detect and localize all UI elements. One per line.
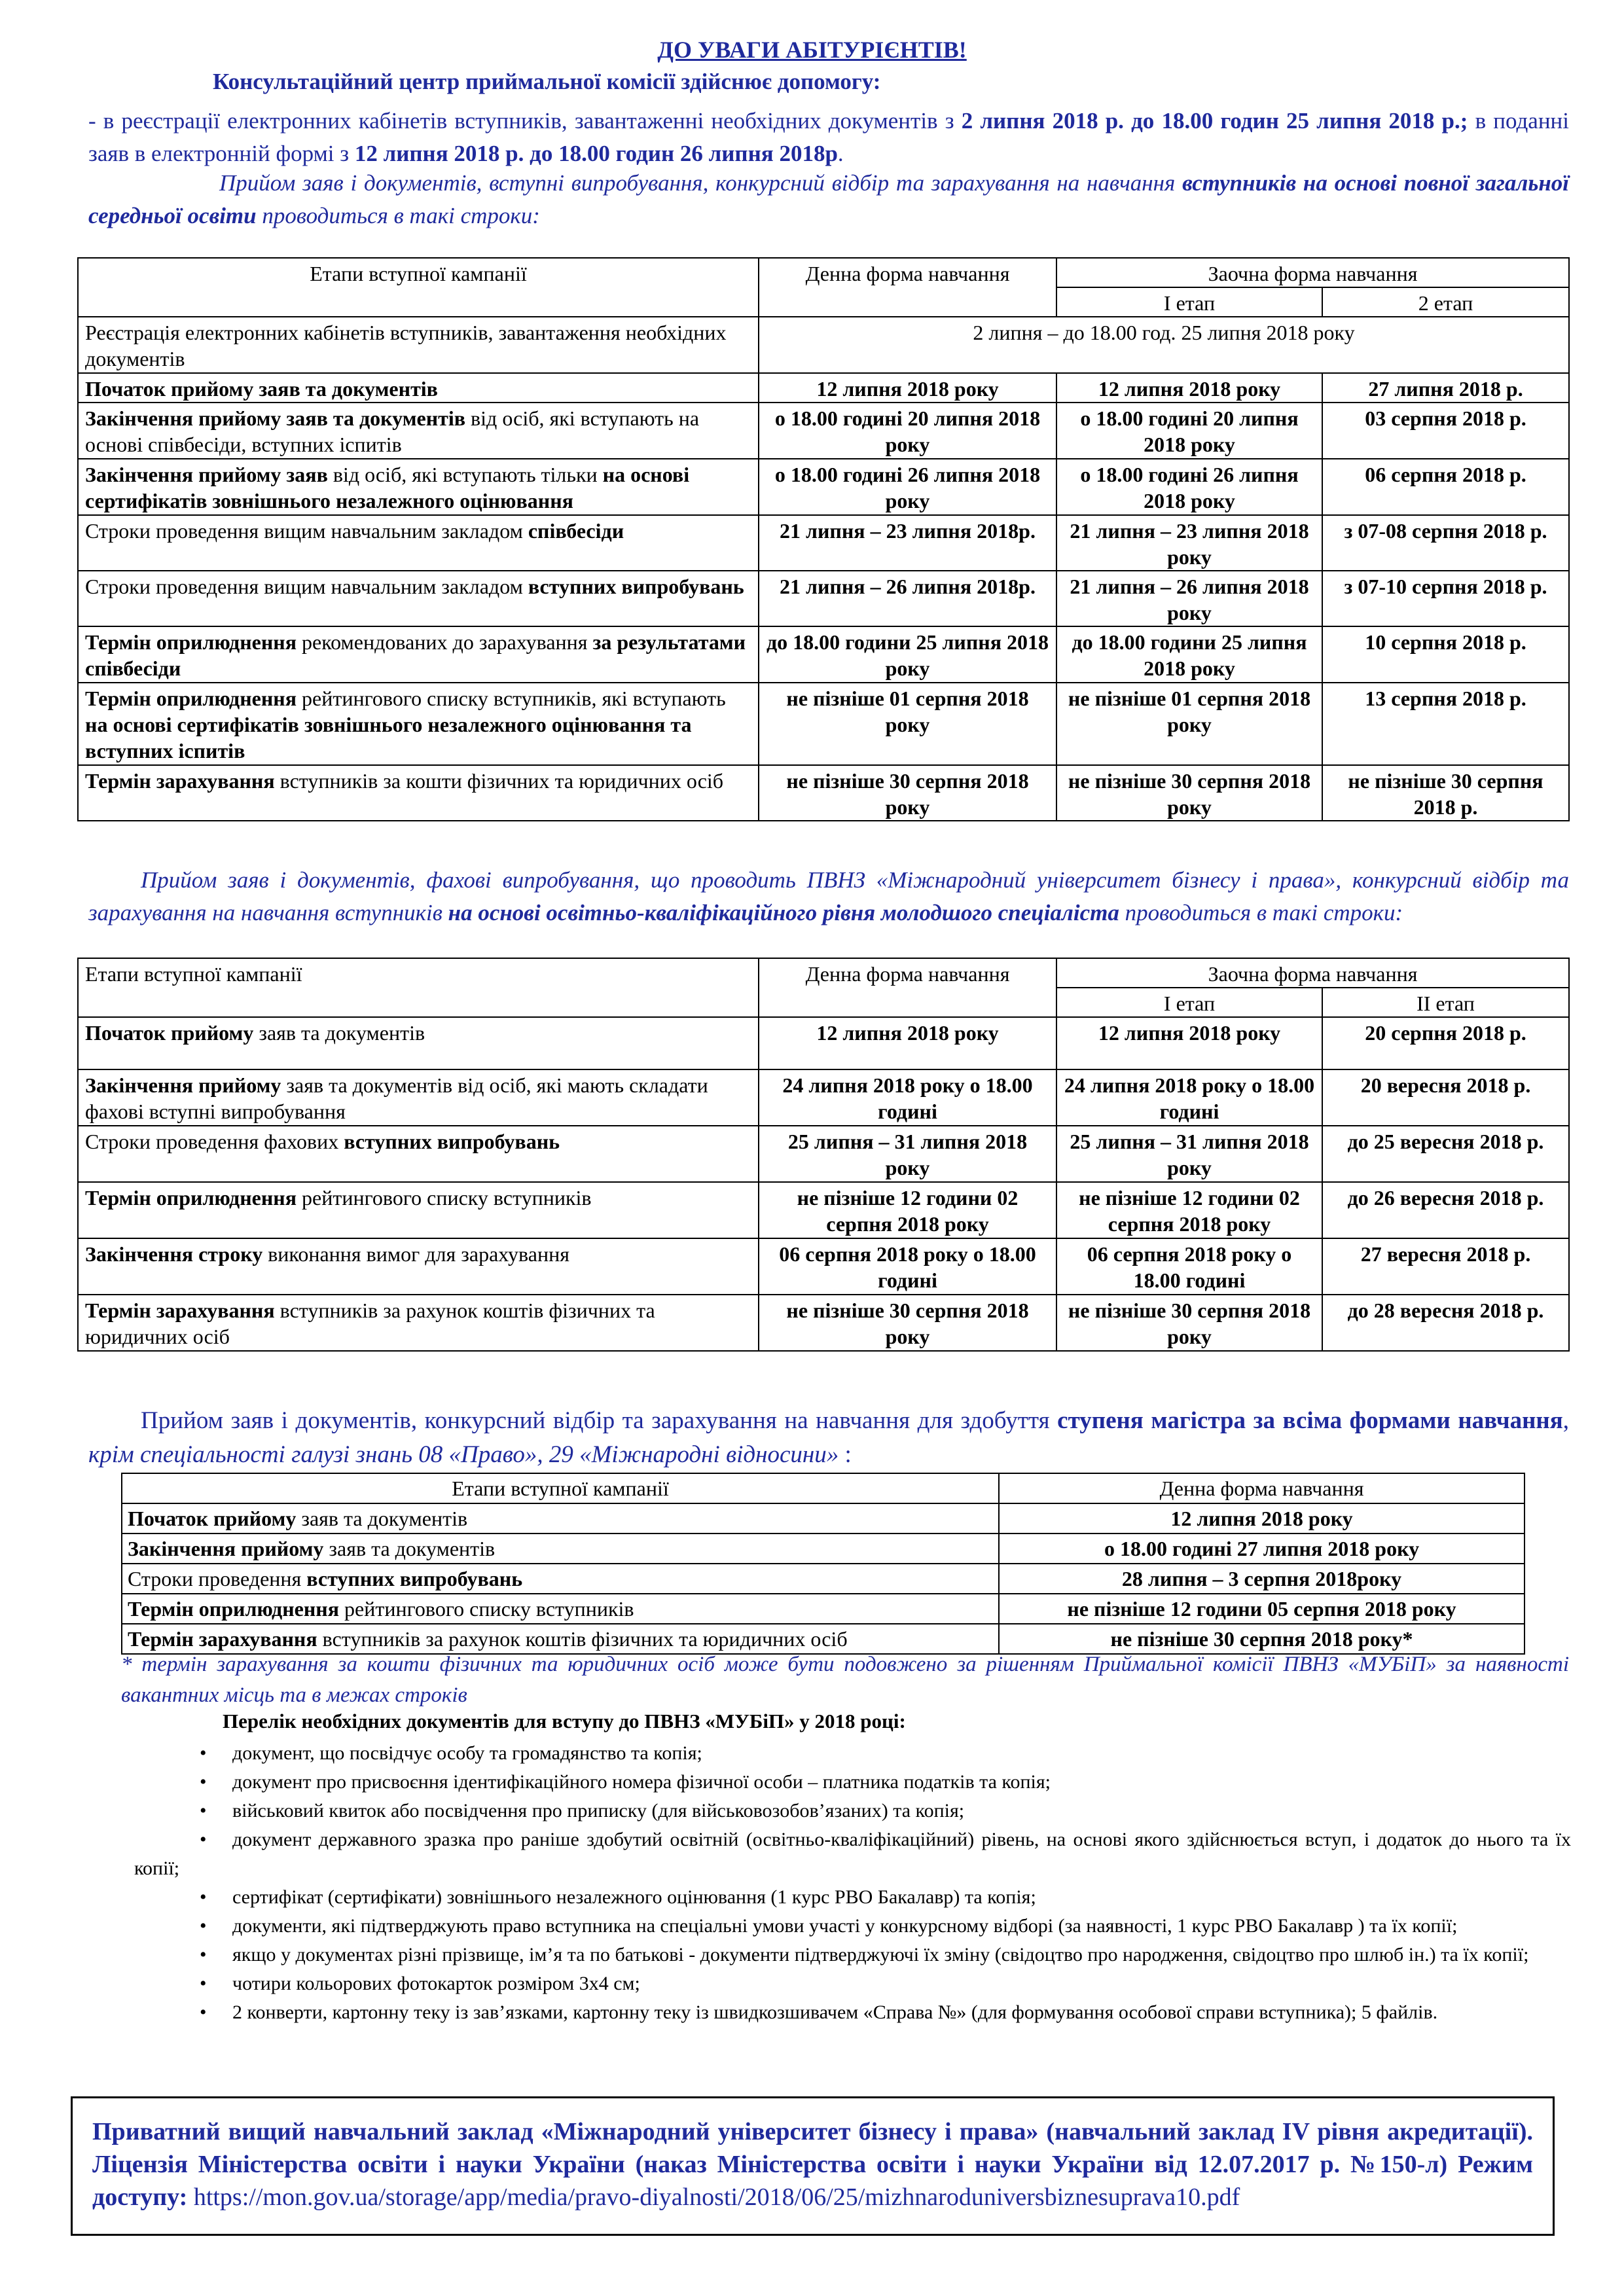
header-extramural: Заочна форма навчання xyxy=(1056,958,1569,988)
enrollment-footnote: * термін зарахування за кошти фізичних та юридичних осіб може бути подовжено за рішенням Приймальної комісії ПВНЗ «МУБіП» за наявності вакантних місць та в межах строків xyxy=(121,1653,1569,1707)
stage-text-part: Строки проведення xyxy=(128,1567,307,1590)
table-row xyxy=(78,571,1569,626)
row-date-e1: 21 липня – 23 липня 2018 року xyxy=(1056,515,1322,571)
header-ext-stage-1: І етап xyxy=(1056,988,1322,1017)
list-item xyxy=(134,1998,1571,2027)
table-row xyxy=(122,1534,1525,1564)
list-item xyxy=(134,1797,1571,1825)
table-row xyxy=(122,1564,1525,1594)
stage-text-part: Термін оприлюднення xyxy=(85,687,297,710)
document-item-text: якщо у документах різні прізвище, ім’я та по батькові - документи підтверджуючі їх зміну (свідоцтво про народження, свідоцтво про шлюб ін.) та їх копії; xyxy=(232,1944,1529,1965)
list-item xyxy=(134,1912,1571,1941)
stage-text-part: від осіб, які вступають тільки xyxy=(327,463,603,486)
row-date-e2: 06 серпня 2018 р. xyxy=(1322,459,1569,515)
document-item-text: документ державного зразка про раніше здобутий освітній (освітньо-кваліфікаційний) рівень, на основі якого здійснюється вступ, і додаток до нього та їх копії; xyxy=(134,1829,1571,1879)
row-date-day: о 18.00 годині 20 липня 2018 року xyxy=(759,403,1056,459)
schedule-table-junior-specialist xyxy=(77,958,1570,1352)
row-stage xyxy=(122,1534,999,1564)
row-date-day: 28 липня – 3 серпня 2018року xyxy=(999,1564,1525,1594)
table-row xyxy=(78,1069,1569,1126)
row-stage xyxy=(78,765,759,821)
intro-exception: крім спеціальності галузі знань 08 «Право», 29 «Міжнародні відносини» xyxy=(88,1441,839,1468)
table-row xyxy=(78,515,1569,571)
intro-text: Прийом заяв і документів, фахові випробування, що проводить ПВНЗ «Міжнародний університет бізнесу і права», конкурсний відбір та зарахування на навчання вступників xyxy=(88,867,1569,925)
row-stage xyxy=(78,683,759,765)
table-row xyxy=(78,765,1569,821)
table-row xyxy=(78,1295,1569,1351)
header-stage: Етапи вступної кампанії xyxy=(78,958,759,1017)
list-item xyxy=(134,1825,1571,1883)
row-date-e2: 03 серпня 2018 р. xyxy=(1322,403,1569,459)
intro-tail: : xyxy=(839,1441,852,1468)
intro-tail: проводиться в такі строки: xyxy=(256,203,540,228)
stage-text-part: Закінчення прийому xyxy=(85,1073,281,1097)
bullet-icon: • xyxy=(200,1944,207,1965)
bullet-icon: • xyxy=(200,1742,207,1764)
row-stage xyxy=(78,1182,759,1238)
row-date-day: не пізніше 30 серпня 2018 року xyxy=(759,1295,1056,1351)
stage-text-part: на основі сертифікатів зовнішнього незалежного оцінювання xyxy=(85,463,690,512)
list-item xyxy=(134,1969,1571,1998)
list-item xyxy=(134,1739,1571,1768)
registration-dates: 2 липня 2018 р. до 18.00 годин 25 липня 2018 р.; xyxy=(961,108,1468,134)
header-day-form: Денна форма навчання xyxy=(759,958,1056,1017)
intro-tail: проводиться в такі строки: xyxy=(1119,900,1403,925)
document-item-text: військовий квиток або посвідчення про приписку (для військовозобов’язаних) та копія; xyxy=(232,1800,965,1821)
row-date-day: до 18.00 години 25 липня 2018 року xyxy=(759,626,1056,683)
row-date-day: о 18.00 годині 26 липня 2018 року xyxy=(759,459,1056,515)
header-ext-stage-2: 2 етап xyxy=(1322,287,1569,317)
bullet-icon: • xyxy=(200,1771,207,1793)
license-text: Приватний вищий навчальний заклад «Міжнародний університет бізнесу і права» (навчальний заклад IV рівня акредитації). Ліцензія Міністерства освіти і науки України (наказ Міністерства освіти і науки України від 12.07.2017 р. №150-л) Режим доступу: xyxy=(92,2118,1533,2211)
row-date-e2: не пізніше 30 серпня 2018 р. xyxy=(1322,765,1569,821)
stage-text-part: співбесіди xyxy=(528,519,624,543)
stage-text-part: заяв та документів від осіб, які мають складати фахові вступні випробування xyxy=(85,1073,708,1123)
stage-text-part: Строки проведення вищим навчальним закладом xyxy=(85,519,528,543)
secondary-education-intro xyxy=(88,167,1569,232)
row-date-e2: 13 серпня 2018 р. xyxy=(1322,683,1569,765)
row-stage xyxy=(78,515,759,571)
documents-list xyxy=(134,1739,1571,2027)
row-stage xyxy=(122,1564,999,1594)
row-date-day: 12 липня 2018 року xyxy=(759,1017,1056,1069)
row-date-e2: 20 вересня 2018 р. xyxy=(1322,1069,1569,1126)
bullet-icon: • xyxy=(200,1915,207,1937)
row-date-e2: до 25 вересня 2018 р. xyxy=(1322,1126,1569,1182)
stage-text-part: рейтингового списку вступників xyxy=(297,1186,592,1210)
row-date-e1: 12 липня 2018 року xyxy=(1056,1017,1322,1069)
stage-text-part: Термін зарахування xyxy=(85,1299,275,1322)
document-item-text: сертифікат (сертифікати) зовнішнього незалежного оцінювання (1 курс РВО Бакалавр) та копія; xyxy=(232,1886,1036,1908)
table-row xyxy=(78,683,1569,765)
header-extramural: Заочна форма навчання xyxy=(1056,258,1569,287)
document-item-text: 2 конверти, картонну теку із зав’язками, картонну теку із швидкозшивачем «Справа №» (для формування особової справи вступника); 5 файлів. xyxy=(232,2001,1438,2023)
row-date-e2: 20 серпня 2018 р. xyxy=(1322,1017,1569,1069)
stage-text-part: вступників за кошти фізичних та юридичних осіб xyxy=(274,769,724,793)
row-date-e1: 25 липня – 31 липня 2018 року xyxy=(1056,1126,1322,1182)
document-item-text: документи, які підтверджують право вступника на спеціальні умови участі у конкурсному відборі (за наявності, 1 курс РВО Бакалавр ) та їх копії; xyxy=(232,1915,1458,1937)
header-ext-stage-1: І етап xyxy=(1056,287,1322,317)
header-day-form: Денна форма навчання xyxy=(999,1473,1525,1503)
document-item-text: чотири кольорових фотокарток розміром 3х4 см; xyxy=(232,1973,640,1994)
row-date-day: 25 липня – 31 липня 2018 року xyxy=(759,1126,1056,1182)
intro-comma: , xyxy=(1562,1407,1569,1434)
row-stage xyxy=(78,571,759,626)
stage-text-part: рекомендованих до зарахування xyxy=(297,630,593,654)
intro-text: Прийом заяв і документів, вступні випробування, конкурсний відбір та зарахування на навчання xyxy=(219,170,1183,196)
table-row xyxy=(122,1503,1525,1534)
registration-paragraph xyxy=(88,105,1569,170)
stage-text-part: Закінчення прийому заяв xyxy=(85,463,328,486)
consultation-heading: Консультаційний центр приймальної комісії здійснює допомогу: xyxy=(213,69,881,94)
table-row xyxy=(122,1594,1525,1624)
header-ext-stage-2: ІІ етап xyxy=(1322,988,1569,1017)
row-date-day: 12 липня 2018 року xyxy=(999,1503,1525,1534)
row-stage xyxy=(78,1295,759,1351)
stage-text-part: Закінчення строку xyxy=(85,1242,263,1266)
stage-text-part: Строки проведення фахових xyxy=(85,1130,344,1153)
stage-text-part: рейтингового списку вступників, які вступають xyxy=(297,687,726,710)
stage-text-part: Строки проведення вищим навчальним закладом xyxy=(85,575,528,598)
stage-text-part: Початок прийому заяв та документів xyxy=(85,377,438,401)
stage-text-part: Закінчення прийому заяв та документів xyxy=(85,406,466,430)
intro-text: Прийом заяв і документів, конкурсний відбір та зарахування на навчання для здобуття xyxy=(141,1407,1058,1434)
row-stage xyxy=(78,373,759,403)
list-item xyxy=(134,1883,1571,1912)
intro-emphasis: ступеня магістра за всіма формами навчання xyxy=(1057,1407,1563,1434)
row-date-day: 21 липня – 23 липня 2018р. xyxy=(759,515,1056,571)
license-footer xyxy=(71,2096,1555,2236)
row-date-e2: 27 липня 2018 р. xyxy=(1322,373,1569,403)
intro-emphasis: на основі освітньо-кваліфікаційного рівня молодшого спеціаліста xyxy=(448,900,1119,925)
stage-text-part: Початок прийому xyxy=(128,1507,297,1530)
row-date-e1: не пізніше 01 серпня 2018 року xyxy=(1056,683,1322,765)
stage-text-part: Термін оприлюднення xyxy=(128,1597,340,1621)
list-item xyxy=(134,1941,1571,1969)
row-span-value: 2 липня – до 18.00 год. 25 липня 2018 року xyxy=(759,317,1569,373)
row-date-e1: не пізніше 30 серпня 2018 року xyxy=(1056,1295,1322,1351)
row-date-e2: до 28 вересня 2018 р. xyxy=(1322,1295,1569,1351)
table-row xyxy=(78,1182,1569,1238)
row-date-e1: не пізніше 30 серпня 2018 року xyxy=(1056,765,1322,821)
row-date-e2: 10 серпня 2018 р. xyxy=(1322,626,1569,683)
row-date-e1: 24 липня 2018 року о 18.00 годині xyxy=(1056,1069,1322,1126)
table-row xyxy=(78,317,1569,373)
stage-text-part: заяв та документів xyxy=(323,1537,496,1560)
bullet-icon: • xyxy=(200,1800,207,1821)
document-item-text: документ, що посвідчує особу та громадянство та копія; xyxy=(232,1742,702,1764)
stage-text-part: вступних випробувань xyxy=(528,575,744,598)
row-stage xyxy=(122,1594,999,1624)
table-row xyxy=(78,459,1569,515)
stage-text-part: Термін зарахування xyxy=(85,769,275,793)
row-date-e1: 12 липня 2018 року xyxy=(1056,373,1322,403)
stage-text-part: Термін зарахування xyxy=(128,1627,317,1651)
stage-text-part: від осіб, які вступають на основі співбесіди, вступних іспитів xyxy=(85,406,700,456)
stage-text-part: Закінчення прийому xyxy=(128,1537,324,1560)
stage-text-part: рейтингового списку вступників xyxy=(339,1597,634,1621)
bullet-icon: • xyxy=(200,2001,207,2023)
stage-text-part: заяв та документів xyxy=(296,1507,468,1530)
row-date-e1: 21 липня – 26 липня 2018 року xyxy=(1056,571,1322,626)
row-date-day: не пізніше 12 години 05 серпня 2018 року xyxy=(999,1594,1525,1624)
application-text: в поданні заяв в електронній формі з xyxy=(88,108,1570,166)
stage-text-part: за результатами співбесіди xyxy=(85,630,746,680)
schedule-table-secondary xyxy=(77,257,1570,821)
paragraph-end: . xyxy=(837,141,844,166)
row-date-day: не пізніше 01 серпня 2018 року xyxy=(759,683,1056,765)
table-row xyxy=(78,403,1569,459)
row-date-day: о 18.00 годині 27 липня 2018 року xyxy=(999,1534,1525,1564)
stage-text-part: вступників за рахунок коштів фізичних та юридичних осіб xyxy=(85,1299,655,1348)
stage-text-part: Термін оприлюднення xyxy=(85,1186,297,1210)
license-link[interactable]: https://mon.gov.ua/storage/app/media/pravo-diyalnosti/2018/06/25/mizhnaroduniversbiznesuprava10.pdf xyxy=(193,2183,1240,2211)
row-stage xyxy=(78,1017,759,1069)
header-stage: Етапи вступної кампанії xyxy=(78,258,759,317)
registration-text: - в реєстрації електронних кабінетів вступників, завантаженні необхідних документів з xyxy=(88,108,962,134)
row-stage xyxy=(122,1503,999,1534)
row-stage xyxy=(78,1126,759,1182)
intro-emphasis: вступників на основі повної загальної середньої освіти xyxy=(88,170,1569,228)
table-row xyxy=(78,1017,1569,1069)
row-date-e2: 27 вересня 2018 р. xyxy=(1322,1238,1569,1295)
stage-text-part: виконання вимог для зарахування xyxy=(262,1242,569,1266)
row-stage xyxy=(78,1238,759,1295)
row-date-e2: до 26 вересня 2018 р. xyxy=(1322,1182,1569,1238)
row-date-e2: з 07-08 серпня 2018 р. xyxy=(1322,515,1569,571)
row-date-e1: о 18.00 годині 20 липня 2018 року xyxy=(1056,403,1322,459)
row-date-day: не пізніше 12 години 02 серпня 2018 року xyxy=(759,1182,1056,1238)
row-date-e2: з 07-10 серпня 2018 р. xyxy=(1322,571,1569,626)
list-item xyxy=(134,1768,1571,1797)
stage-text-part: вступних випробувань xyxy=(306,1567,523,1590)
header-day-form: Денна форма навчання xyxy=(759,258,1056,317)
row-date-e1: 06 серпня 2018 року о 18.00 годині xyxy=(1056,1238,1322,1295)
row-date-day: 12 липня 2018 року xyxy=(759,373,1056,403)
row-stage xyxy=(78,459,759,515)
row-date-day: 21 липня – 26 липня 2018р. xyxy=(759,571,1056,626)
stage-text-part: на основі сертифікатів зовнішнього незалежного оцінювання та вступних іспитів xyxy=(85,713,692,762)
stage-text-part: Термін оприлюднення xyxy=(85,630,297,654)
bullet-icon: • xyxy=(200,1973,207,1994)
junior-specialist-intro xyxy=(88,864,1569,929)
application-dates: 12 липня 2018 р. до 18.00 годин 26 липня 2018р xyxy=(354,141,838,166)
master-degree-intro xyxy=(88,1404,1569,1472)
row-date-day: не пізніше 30 серпня 2018 року* xyxy=(999,1624,1525,1654)
stage-text-part: заяв та документів xyxy=(253,1021,425,1045)
page-title: ДО УВАГИ АБІТУРІЄНТІВ! xyxy=(657,37,967,63)
table-row xyxy=(78,1126,1569,1182)
stage-text-part: вступних випробувань xyxy=(344,1130,560,1153)
row-stage: Реєстрація електронних кабінетів вступників, завантаження необхідних документів xyxy=(78,317,759,373)
row-stage xyxy=(78,626,759,683)
row-stage xyxy=(78,1069,759,1126)
row-date-day: 06 серпня 2018 року о 18.00 годині xyxy=(759,1238,1056,1295)
bullet-icon: • xyxy=(200,1886,207,1908)
row-date-e1: не пізніше 12 години 02 серпня 2018 року xyxy=(1056,1182,1322,1238)
table-row xyxy=(78,626,1569,683)
row-date-e1: до 18.00 години 25 липня 2018 року xyxy=(1056,626,1322,683)
header-stage: Етапи вступної кампанії xyxy=(122,1473,999,1503)
schedule-table-master xyxy=(121,1473,1525,1655)
row-date-day: 24 липня 2018 року о 18.00 годині xyxy=(759,1069,1056,1126)
table-row xyxy=(78,373,1569,403)
stage-text-part: вступників за рахунок коштів фізичних та юридичних осіб xyxy=(317,1627,848,1651)
row-date-e1: о 18.00 годині 26 липня 2018 року xyxy=(1056,459,1322,515)
document-item-text: документ про присвоєння ідентифікаційного номера фізичної особи – платника податків та копія; xyxy=(232,1771,1051,1793)
stage-text-part: Початок прийому xyxy=(85,1021,254,1045)
row-date-day: не пізніше 30 серпня 2018 року xyxy=(759,765,1056,821)
bullet-icon: • xyxy=(200,1829,207,1850)
row-stage xyxy=(78,403,759,459)
table-row xyxy=(78,1238,1569,1295)
documents-heading: Перелік необхідних документів для вступу до ПВНЗ «МУБіП» у 2018 році: xyxy=(223,1710,906,1732)
